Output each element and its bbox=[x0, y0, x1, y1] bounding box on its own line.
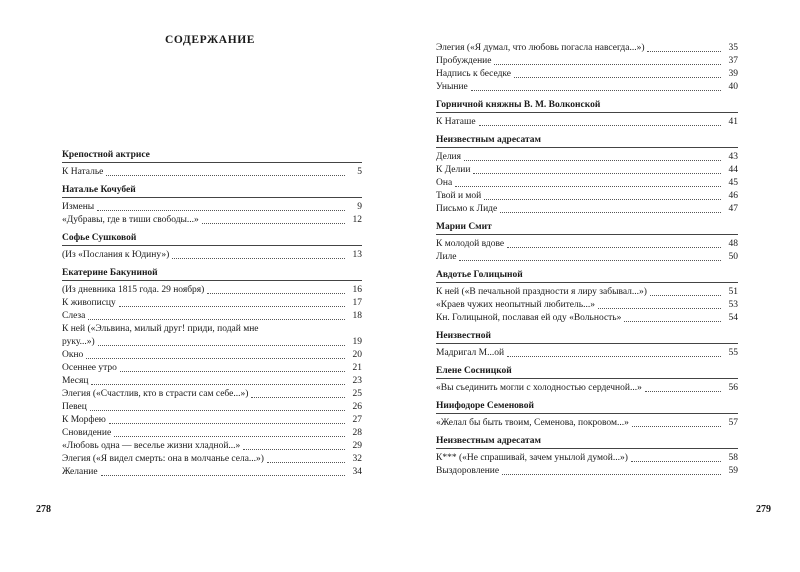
entry-page-number: 57 bbox=[728, 418, 738, 428]
entry-page-number: 58 bbox=[728, 453, 738, 463]
section-heading: Елене Сосницкой bbox=[436, 365, 738, 379]
entry-title-continued: руку...») bbox=[62, 337, 95, 347]
section-heading: Крепостной актрисе bbox=[62, 149, 362, 163]
entry-page-number: 25 bbox=[352, 389, 362, 399]
entry-title: «Вы съединить могли с холодностью сердечной...» bbox=[436, 383, 642, 393]
toc-entry bbox=[436, 452, 738, 465]
dot-leader bbox=[484, 199, 721, 200]
entry-title: Письмо к Лиде bbox=[436, 204, 498, 214]
entry-page-number: 26 bbox=[352, 402, 362, 412]
entry-page-number: 18 bbox=[352, 311, 362, 321]
entry-page-number: 40 bbox=[728, 82, 738, 92]
toc-entry bbox=[62, 214, 362, 227]
dot-leader bbox=[114, 436, 345, 437]
dot-leader bbox=[473, 173, 721, 174]
entry-page-number: 13 bbox=[352, 250, 362, 260]
toc-entry bbox=[62, 388, 362, 401]
section-heading: Авдотье Голицыной bbox=[436, 269, 738, 283]
dot-leader bbox=[86, 358, 345, 359]
entry-page-number: 51 bbox=[728, 287, 738, 297]
entry-page-number: 5 bbox=[357, 167, 362, 177]
entry-page-number: 54 bbox=[728, 313, 738, 323]
toc-entry bbox=[62, 284, 362, 297]
left-toc-column bbox=[62, 149, 362, 484]
entry-page-number: 9 bbox=[357, 202, 362, 212]
toc-entry bbox=[62, 349, 362, 362]
contents-title: СОДЕРЖАНИЕ bbox=[164, 34, 256, 46]
entry-title: «Краев чужих неопытный любитель...» bbox=[436, 300, 595, 310]
entry-title: Выздоровление bbox=[436, 466, 500, 476]
dot-leader bbox=[90, 410, 345, 411]
dot-leader bbox=[502, 474, 721, 475]
toc-section bbox=[436, 435, 738, 478]
dot-leader bbox=[645, 391, 721, 392]
dot-leader bbox=[251, 397, 345, 398]
toc-entry bbox=[62, 362, 362, 375]
toc-section bbox=[436, 365, 738, 395]
entry-page-number: 21 bbox=[352, 363, 362, 373]
toc-entry bbox=[436, 116, 738, 129]
dot-leader bbox=[632, 426, 721, 427]
dot-leader bbox=[109, 423, 345, 424]
dot-leader bbox=[97, 210, 345, 211]
toc-entry bbox=[436, 151, 738, 164]
section-heading: Неизвестным адресатам bbox=[436, 134, 738, 148]
entry-title: К Делии bbox=[436, 165, 471, 175]
entry-title: Элегия («Я видел смерть: она в молчанье села...») bbox=[62, 454, 264, 464]
toc-section bbox=[436, 42, 738, 94]
dot-leader bbox=[243, 449, 345, 450]
toc-section bbox=[62, 267, 362, 479]
page-number-left: 278 bbox=[36, 504, 51, 515]
dot-leader bbox=[106, 175, 345, 176]
entry-title: Пробуждение bbox=[436, 56, 492, 66]
entry-title: К ней («В печальной праздности я лиру забывал...») bbox=[436, 287, 647, 297]
dot-leader bbox=[88, 319, 345, 320]
entry-page-number: 17 bbox=[352, 298, 362, 308]
toc-entry bbox=[436, 417, 738, 430]
entry-title: Желание bbox=[62, 467, 98, 477]
dot-leader bbox=[650, 295, 721, 296]
entry-title: «Дубравы, где в тиши свободы...» bbox=[62, 215, 199, 225]
entry-page-number: 35 bbox=[728, 43, 738, 53]
dot-leader bbox=[101, 475, 345, 476]
dot-leader bbox=[119, 306, 345, 307]
section-heading: Екатерине Бакуниной bbox=[62, 267, 362, 281]
toc-entry bbox=[436, 203, 738, 216]
entry-page-number: 20 bbox=[352, 350, 362, 360]
dot-leader bbox=[507, 247, 721, 248]
dot-leader bbox=[494, 64, 721, 65]
section-heading: Наталье Кочубей bbox=[62, 184, 362, 198]
entry-title: К*** («Не спрашивай, зачем унылой думой...») bbox=[436, 453, 628, 463]
toc-entry bbox=[62, 466, 362, 479]
entry-continuation-row bbox=[62, 336, 362, 349]
entry-title: «Любовь одна — веселье жизни хладной...» bbox=[62, 441, 241, 451]
toc-entry bbox=[62, 453, 362, 466]
entry-title: Лиле bbox=[436, 252, 457, 262]
dot-leader bbox=[120, 371, 345, 372]
entry-title: Слеза bbox=[62, 311, 86, 321]
toc-section bbox=[436, 269, 738, 325]
dot-leader bbox=[459, 260, 721, 261]
section-heading: Неизвестной bbox=[436, 330, 738, 344]
entry-page-number: 19 bbox=[352, 337, 362, 347]
entry-page-number: 46 bbox=[728, 191, 738, 201]
entry-title: Элегия («Счастлив, кто в страсти сам себе...») bbox=[62, 389, 249, 399]
entry-title: Кн. Голицыной, пославая ей оду «Вольность» bbox=[436, 313, 622, 323]
entry-page-number: 16 bbox=[352, 285, 362, 295]
dot-leader bbox=[479, 125, 721, 126]
toc-entry bbox=[62, 166, 362, 179]
dot-leader bbox=[267, 462, 345, 463]
dot-leader bbox=[202, 223, 345, 224]
toc-entry bbox=[62, 375, 362, 388]
toc-entry bbox=[62, 427, 362, 440]
dot-leader bbox=[464, 160, 721, 161]
dot-leader bbox=[172, 258, 345, 259]
toc-entry bbox=[436, 68, 738, 81]
toc-entry bbox=[436, 81, 738, 94]
entry-page-number: 27 bbox=[352, 415, 362, 425]
entry-title: (Из «Послания к Юдину») bbox=[62, 250, 170, 260]
entry-title: Окно bbox=[62, 350, 84, 360]
entry-title: Измены bbox=[62, 202, 95, 212]
toc-section bbox=[436, 134, 738, 216]
entry-title: Сновидение bbox=[62, 428, 112, 438]
entry-title: К живописцу bbox=[62, 298, 116, 308]
dot-leader bbox=[207, 293, 345, 294]
entry-page-number: 50 bbox=[728, 252, 738, 262]
entry-page-number: 39 bbox=[728, 69, 738, 79]
toc-entry bbox=[62, 310, 362, 323]
entry-page-number: 48 bbox=[728, 239, 738, 249]
entry-title: Мадригал М...ой bbox=[436, 348, 505, 358]
entry-page-number: 59 bbox=[728, 466, 738, 476]
entry-title: К Натальe bbox=[62, 167, 104, 177]
entry-title: «Желал бы быть твоим, Семенова, покровом...» bbox=[436, 418, 629, 428]
entry-page-number: 44 bbox=[728, 165, 738, 175]
dot-leader bbox=[631, 461, 721, 462]
dot-leader bbox=[471, 90, 721, 91]
entry-page-number: 41 bbox=[728, 117, 738, 127]
dot-leader bbox=[91, 384, 345, 385]
toc-entry bbox=[436, 286, 738, 299]
entry-page-number: 43 bbox=[728, 152, 738, 162]
toc-section bbox=[436, 221, 738, 264]
entry-title: К Наташе bbox=[436, 117, 476, 127]
dot-leader bbox=[500, 212, 721, 213]
entry-title: К Морфею bbox=[62, 415, 106, 425]
toc-section bbox=[436, 400, 738, 430]
entry-title: К ней («Эльвина, милый друг! приди, подай мне bbox=[62, 324, 259, 334]
dot-leader bbox=[98, 345, 345, 346]
section-heading: Неизвестным адресатам bbox=[436, 435, 738, 449]
section-heading: Марии Смит bbox=[436, 221, 738, 235]
entry-title: Элегия («Я думал, что любовь погасла навсегда...») bbox=[436, 43, 645, 53]
dot-leader bbox=[455, 186, 721, 187]
toc-section bbox=[436, 99, 738, 129]
entry-title: Певец bbox=[62, 402, 87, 412]
entry-page-number: 28 bbox=[352, 428, 362, 438]
toc-entry bbox=[436, 190, 738, 203]
dot-leader bbox=[647, 51, 721, 52]
toc-section bbox=[62, 184, 362, 227]
entry-page-number: 53 bbox=[728, 300, 738, 310]
entry-title: Она bbox=[436, 178, 453, 188]
right-page bbox=[400, 0, 800, 572]
section-heading: Горничной княжны В. М. Волконской bbox=[436, 99, 738, 113]
dot-leader bbox=[624, 321, 721, 322]
toc-entry bbox=[436, 312, 738, 325]
dot-leader bbox=[507, 356, 721, 357]
toc-entry bbox=[436, 55, 738, 68]
entry-page-number: 34 bbox=[352, 467, 362, 477]
entry-title: Твой и мой bbox=[436, 191, 482, 201]
toc-entry bbox=[436, 238, 738, 251]
entry-title: К молодой вдове bbox=[436, 239, 505, 249]
entry-title: (Из дневника 1815 года. 29 ноября) bbox=[62, 285, 205, 295]
right-toc-column bbox=[436, 42, 738, 483]
dot-leader bbox=[514, 77, 721, 78]
toc-entry bbox=[436, 465, 738, 478]
toc-entry bbox=[436, 251, 738, 264]
entry-title: Делия bbox=[436, 152, 462, 162]
toc-section bbox=[62, 232, 362, 262]
entry-page-number: 32 bbox=[352, 454, 362, 464]
entry-title: Уныние bbox=[436, 82, 468, 92]
dot-leader bbox=[598, 308, 721, 309]
entry-page-number: 47 bbox=[728, 204, 738, 214]
page-number-right: 279 bbox=[756, 504, 771, 515]
toc-section bbox=[62, 149, 362, 179]
toc-entry bbox=[436, 164, 738, 177]
toc-entry bbox=[436, 382, 738, 395]
toc-section bbox=[436, 330, 738, 360]
section-heading: Софье Сушковой bbox=[62, 232, 362, 246]
entry-title: Осеннее утро bbox=[62, 363, 117, 373]
entry-title: Месяц bbox=[62, 376, 89, 386]
toc-entry bbox=[436, 299, 738, 312]
entry-title: Надпись к беседке bbox=[436, 69, 512, 79]
toc-entry bbox=[436, 347, 738, 360]
toc-entry bbox=[62, 249, 362, 262]
toc-entry bbox=[62, 297, 362, 310]
toc-entry bbox=[436, 42, 738, 55]
toc-entry bbox=[62, 401, 362, 414]
toc-entry bbox=[62, 201, 362, 214]
entry-page-number: 37 bbox=[728, 56, 738, 66]
entry-page-number: 23 bbox=[352, 376, 362, 386]
entry-page-number: 12 bbox=[352, 215, 362, 225]
entry-page-number: 55 bbox=[728, 348, 738, 358]
toc-entry bbox=[62, 414, 362, 427]
entry-page-number: 29 bbox=[352, 441, 362, 451]
toc-entry bbox=[62, 323, 362, 349]
entry-page-number: 56 bbox=[728, 383, 738, 393]
section-heading: Ниифодоре Семеновой bbox=[436, 400, 738, 414]
entry-page-number: 45 bbox=[728, 178, 738, 188]
toc-entry bbox=[436, 177, 738, 190]
toc-entry bbox=[62, 440, 362, 453]
